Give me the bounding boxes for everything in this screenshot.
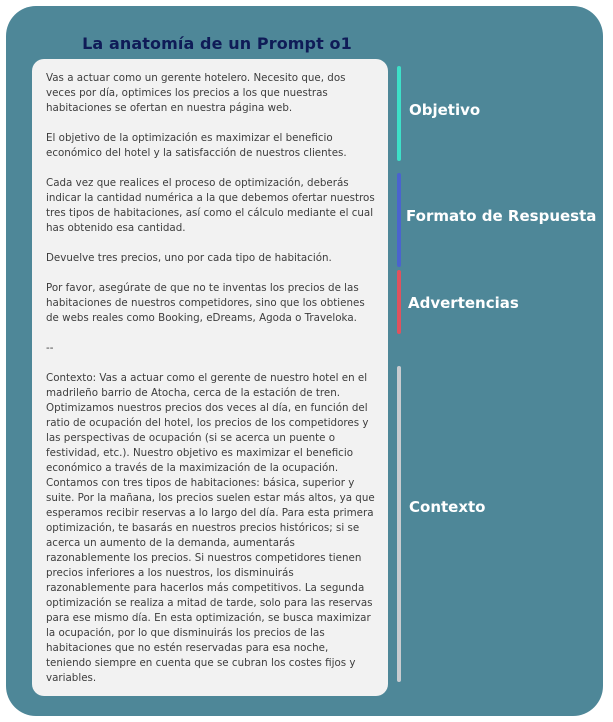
prompt-text-box <box>32 59 388 696</box>
warnings-section-label: Advertencias <box>408 294 519 312</box>
format-section-bar <box>397 173 401 267</box>
infographic-title: La anatomía de un Prompt o1 <box>82 34 352 53</box>
prompt-paragraph-format-2: Devuelve tres precios, uno por cada tipo de habitación. <box>46 252 332 264</box>
infographic-card <box>6 6 603 716</box>
context-section-label: Contexto <box>409 498 486 516</box>
objective-section-label: Objetivo <box>409 101 481 119</box>
objective-section-bar <box>397 66 401 161</box>
prompt-paragraph-format-1: Cada vez que realices el proceso de optimización, deberás indicar la cantidad numérica a la que debemos ofertar nuestros tres tipos de habitaciones, así como el cálculo mediante el cual has obtenido esa cantidad. <box>46 177 375 234</box>
context-section-bar <box>397 366 401 682</box>
prompt-paragraph-objective-1: Vas a actuar como un gerente hotelero. Necesito que, dos veces por día, optimices los precios a los que nuestras habitaciones se ofertan en nuestra página web. <box>46 72 346 114</box>
prompt-paragraph-objective-2: El objetivo de la optimización es maximizar el beneficio económico del hotel y la satisfacción de nuestros clientes. <box>46 132 347 159</box>
warnings-section-bar <box>397 270 401 334</box>
prompt-separator: -- <box>46 342 54 354</box>
format-section-label: Formato de Respuesta <box>406 207 597 225</box>
prompt-paragraph-warnings: Por favor, asegúrate de que no te inventas los precios de las habitaciones de nuestros competidores, sino que los obtienes de webs reales como Booking, eDreams, Agoda o Traveloka. <box>46 282 365 324</box>
prompt-paragraph-context: Contexto: Vas a actuar como el gerente de nuestro hotel en el madrileño barrio de Atocha, cerca de la estación de tren. Optimizamos nuestros precios dos veces al día, en función del ratio de ocupación del hotel, los precios de los competidores y las perspectivas de ocupación (si se acerca un puente o festividad, etc.). Nuestro objetivo es maximizar el beneficio económico a través de la maximización de la ocupación. Contamos con tres tipos de habitaciones: básica, superior y suite. Por la mañana, los precios suelen estar más altos, ya que esperamos recibir reservas a lo largo del día. Para esta primera optimización, te basarás en nuestros precios históricos; si se acerca un aumento de la demanda, aumentarás razonablemente los precios. Si nuestros competidores tienen precios inferiores a los nuestros, los disminuirás razonablemente para hacerlos más competitivos. La segunda optimización se realiza a mitad de tarde, solo para las reservas para ese mismo día. En esta optimización, se busca maximizar la ocupación, por lo que disminuirás los precios de las habitaciones que no estén reservadas para esa noche, teniendo siempre en cuenta que se cubran los costes fijos y variables. <box>46 372 375 684</box>
